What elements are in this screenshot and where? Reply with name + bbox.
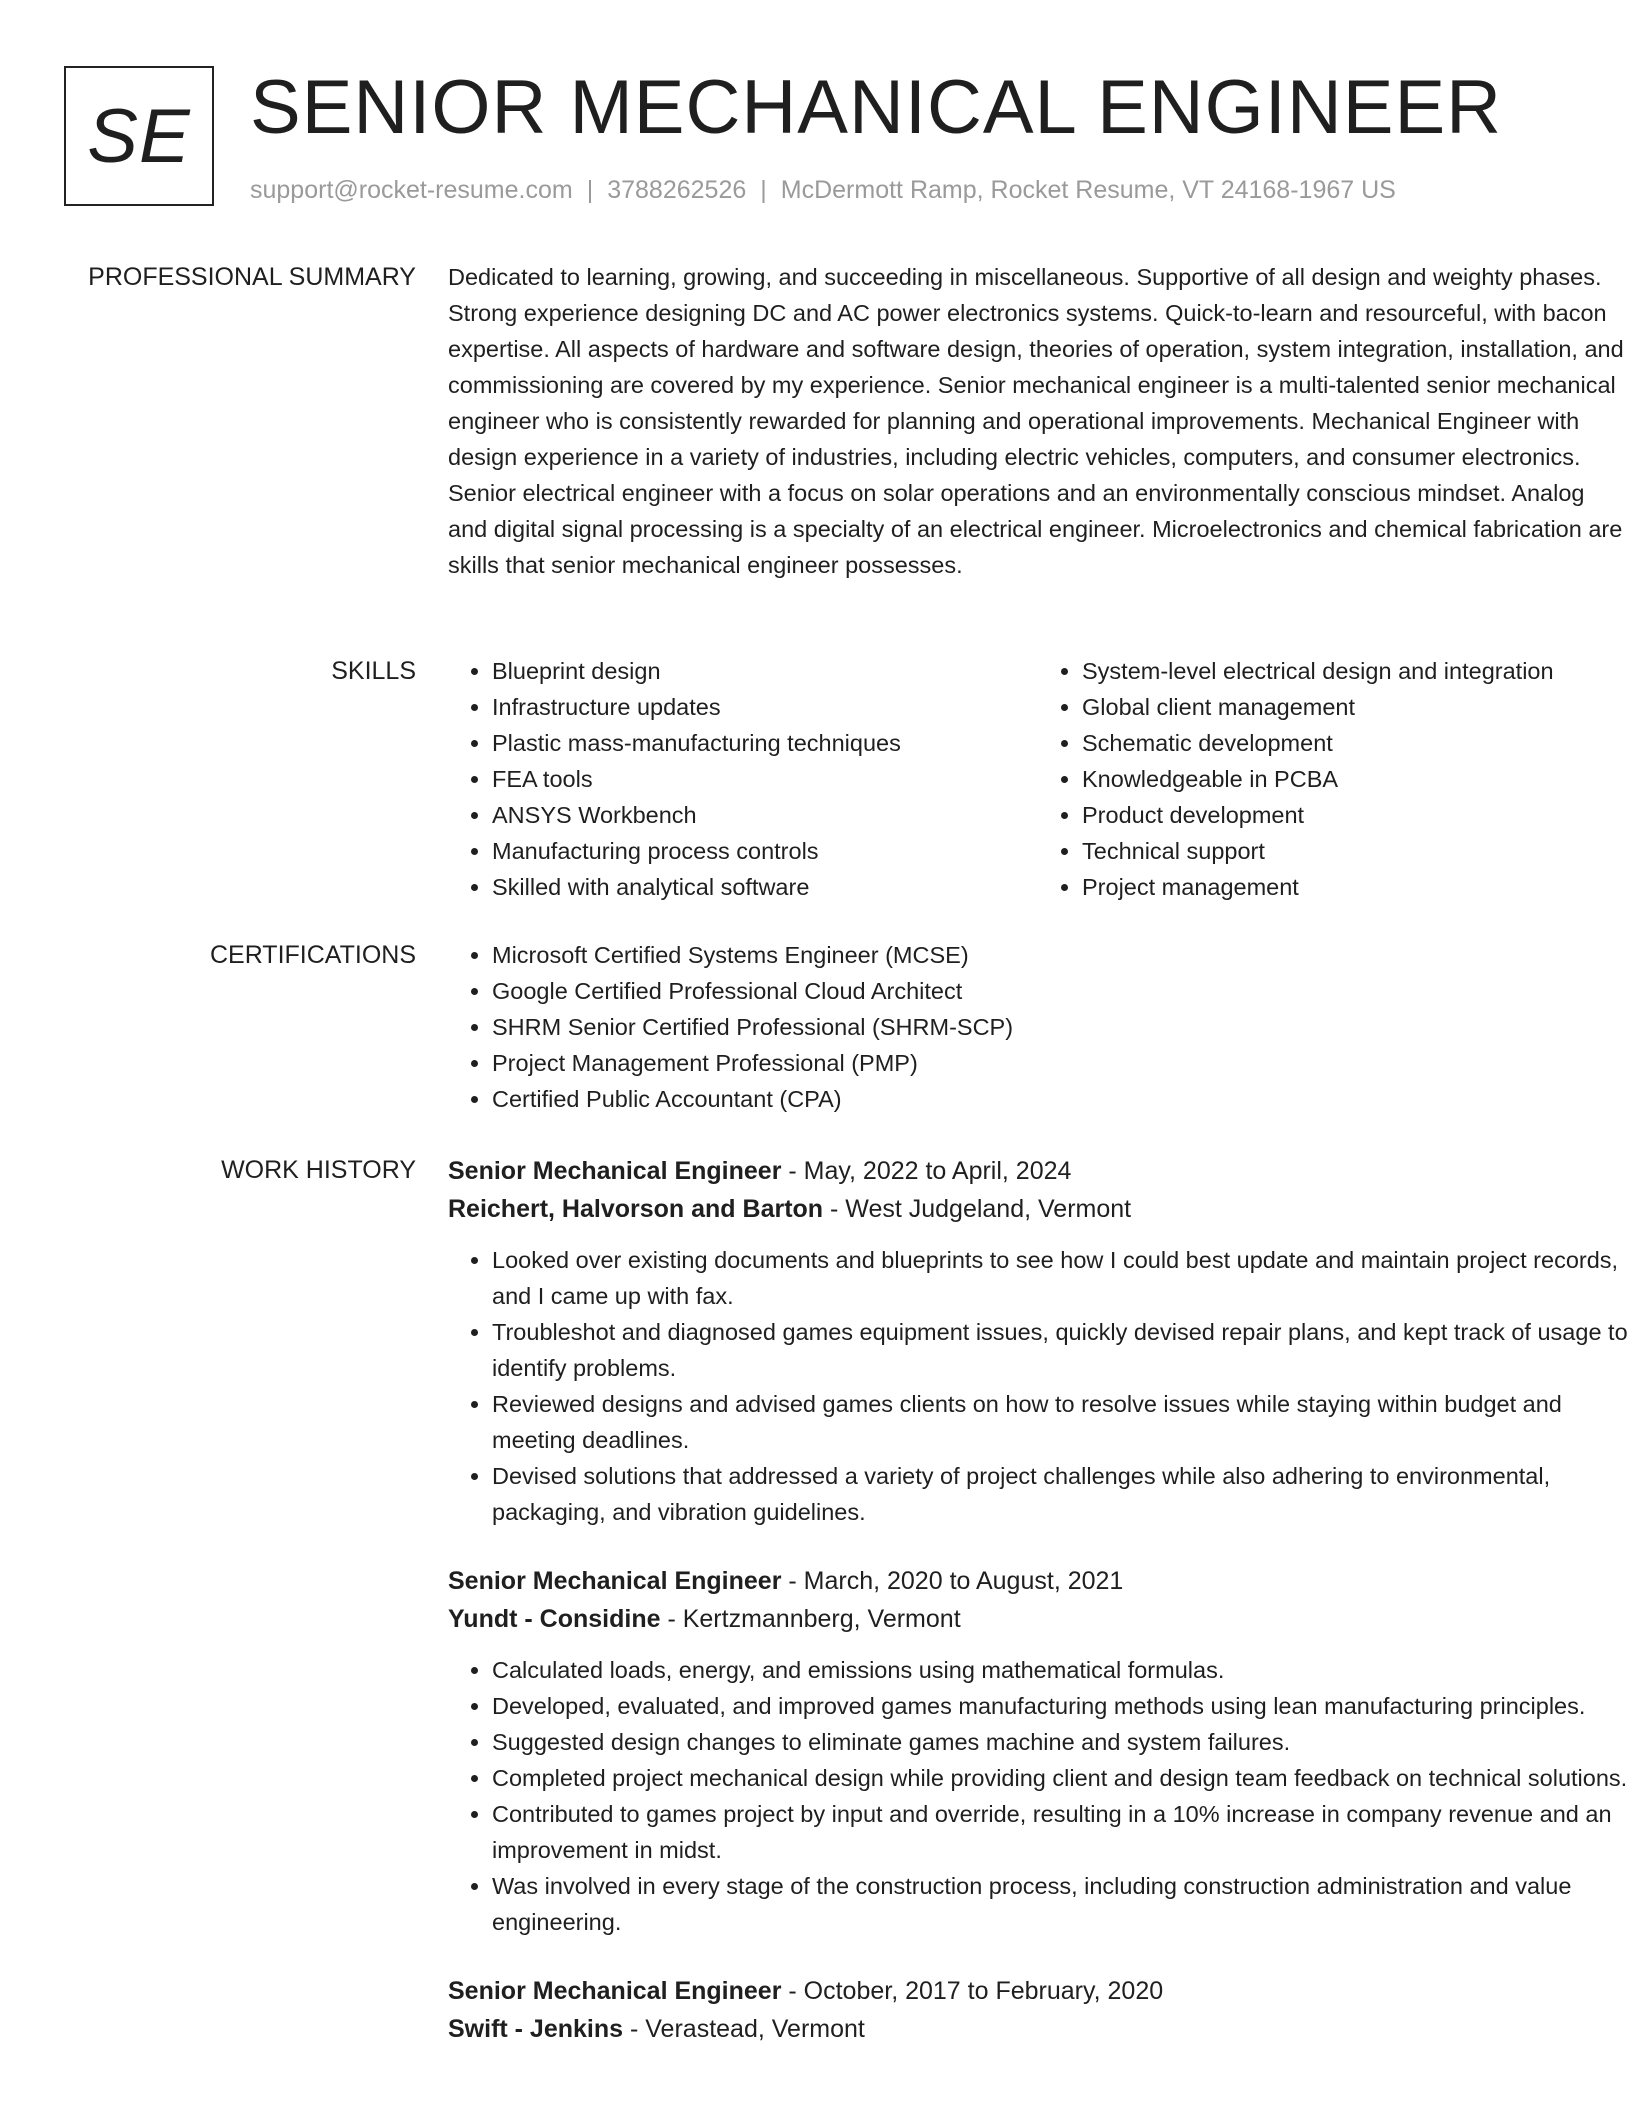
monogram-badge: SE	[64, 66, 214, 206]
skill-item: • Plastic mass-manufacturing techniques	[492, 725, 1038, 761]
skill-item: • Product development	[1082, 797, 1628, 833]
certifications-heading: CERTIFICATIONS	[209, 941, 416, 969]
job-role-line	[448, 1972, 1628, 2010]
certifications-body	[448, 937, 1628, 1117]
skill-item: • Knowledgeable in PCBA	[1082, 761, 1628, 797]
job-bullet: • Troubleshot and diagnosed games equipment issues, quickly devised repair plans, and kept track of usage to identify problems.	[492, 1314, 1628, 1386]
certification-item: • SHRM Senior Certified Professional (SHRM-SCP)	[492, 1009, 1628, 1045]
contact-phone: 3788262526	[607, 176, 747, 204]
job-role: Senior Mechanical Engineer	[448, 1157, 782, 1185]
job-company: Swift - Jenkins	[448, 2015, 624, 2043]
job-role: Senior Mechanical Engineer	[448, 1567, 782, 1595]
job-entry	[448, 1152, 1628, 1530]
skill-item: • Schematic development	[1082, 725, 1628, 761]
job-entry	[448, 1972, 1628, 2048]
job-bullet: • Calculated loads, energy, and emissions using mathematical formulas.	[492, 1652, 1628, 1688]
skills-heading: SKILLS	[331, 657, 416, 685]
job-company-line	[448, 1600, 1628, 1638]
job-company-line	[448, 1190, 1628, 1228]
job-company-line	[448, 2010, 1628, 2048]
certification-item: • Certified Public Accountant (CPA)	[492, 1081, 1628, 1117]
job-role-line	[448, 1562, 1628, 1600]
job-bullet: • Developed, evaluated, and improved games manufacturing methods using lean manufacturing principles.	[492, 1688, 1628, 1724]
skills-list-right	[1038, 653, 1628, 905]
job-bullets	[448, 1242, 1628, 1530]
skills-list-left	[448, 653, 1038, 905]
summary-heading: PROFESSIONAL SUMMARY	[88, 263, 416, 291]
job-bullet: • Completed project mechanical design while providing client and design team feedback on technical solutions.	[492, 1760, 1628, 1796]
skill-item: • Technical support	[1082, 833, 1628, 869]
skill-item: • Blueprint design	[492, 653, 1038, 689]
skill-item: • Skilled with analytical software	[492, 869, 1038, 905]
job-bullet: • Was involved in every stage of the construction process, including construction administration and value engineering.	[492, 1868, 1628, 1940]
contact-email: support@rocket-resume.com	[250, 176, 573, 204]
skill-item: • Global client management	[1082, 689, 1628, 725]
job-role: Senior Mechanical Engineer	[448, 1977, 782, 2005]
job-bullet: • Suggested design changes to eliminate games machine and system failures.	[492, 1724, 1628, 1760]
job-bullet: • Reviewed designs and advised games clients on how to resolve issues while staying within budget and meeting deadlines.	[492, 1386, 1628, 1458]
certifications-list	[448, 937, 1628, 1117]
skill-item: • Infrastructure updates	[492, 689, 1038, 725]
job-dates: - March, 2020 to August, 2021	[781, 1567, 1124, 1595]
job-dates: - October, 2017 to February, 2020	[781, 1977, 1164, 2005]
skill-item: • FEA tools	[492, 761, 1038, 797]
job-bullet: • Looked over existing documents and blueprints to see how I could best update and maintain project records, and I came up with fax.	[492, 1242, 1628, 1314]
work-history-heading: WORK HISTORY	[221, 1156, 416, 1184]
work-history-body	[448, 1152, 1628, 2080]
job-company: Yundt - Considine	[448, 1605, 661, 1633]
resume-title: SENIOR MECHANICAL ENGINEER	[250, 65, 1503, 150]
certification-item: • Project Management Professional (PMP)	[492, 1045, 1628, 1081]
job-location: - Verastead, Vermont	[623, 2015, 865, 2043]
job-bullet: • Devised solutions that addressed a variety of project challenges while also adhering to environmental, packaging, and vibration guidelines.	[492, 1458, 1628, 1530]
job-bullets	[448, 1652, 1628, 1940]
job-entry	[448, 1562, 1628, 1940]
certification-item: • Microsoft Certified Systems Engineer (MCSE)	[492, 937, 1628, 973]
contact-line	[250, 176, 1396, 205]
certification-item: • Google Certified Professional Cloud Architect	[492, 973, 1628, 1009]
summary-body	[448, 259, 1628, 583]
job-company: Reichert, Halvorson and Barton	[448, 1195, 824, 1223]
summary-text: Dedicated to learning, growing, and succeeding in miscellaneous. Supportive of all design and weighty phases. Strong experience designing DC and AC power electronics systems. Quick-to-learn and resourceful, with bacon expertise. All aspects of hardware and software design, theories of operation, system integration, installation, and commissioning are covered by my experience. Senior mechanical engineer is a multi-talented senior mechanical engineer who is consistently rewarded for planning and operational improvements. Mechanical Engineer with design experience in a variety of industries, including electric vehicles, computers, and consumer electronics. Senior electrical engineer with a focus on solar operations and an environmentally conscious mindset. Analog and digital signal processing is a specialty of an electrical engineer. Microelectronics and chemical fabrication are skills that senior mechanical engineer possesses.	[448, 264, 1624, 578]
contact-separator: |	[760, 176, 767, 204]
skills-body	[448, 653, 1628, 905]
job-location: - Kertzmannberg, Vermont	[660, 1605, 961, 1633]
contact-address: McDermott Ramp, Rocket Resume, VT 24168-1967 US	[780, 176, 1396, 204]
skill-item: • Manufacturing process controls	[492, 833, 1038, 869]
contact-separator: |	[586, 176, 594, 204]
job-location: - West Judgeland, Vermont	[823, 1195, 1132, 1223]
skill-item: • ANSYS Workbench	[492, 797, 1038, 833]
job-bullet: • Contributed to games project by input and override, resulting in a 10% increase in company revenue and an improvement in midst.	[492, 1796, 1628, 1868]
job-dates: - May, 2022 to April, 2024	[781, 1157, 1072, 1185]
skill-item: • Project management	[1082, 869, 1628, 905]
job-role-line	[448, 1152, 1628, 1190]
resume-header	[64, 66, 1584, 216]
skill-item: • System-level electrical design and integration	[1082, 653, 1628, 689]
